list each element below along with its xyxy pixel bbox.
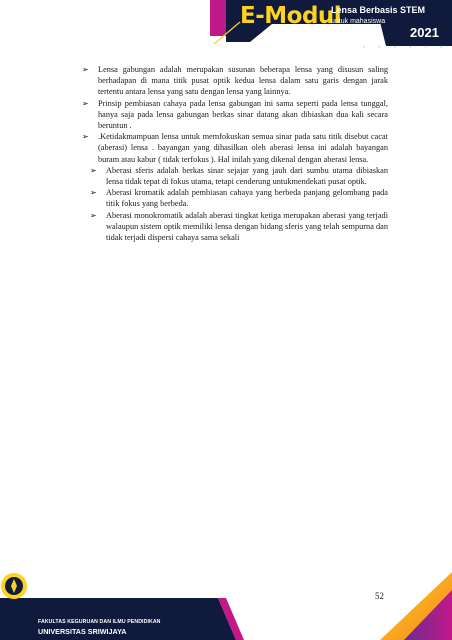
university-name: UNIVERSITAS SRIWIJAYA (38, 627, 127, 636)
year-label: 2021 (410, 25, 439, 40)
list-item (82, 64, 388, 98)
main-content (82, 64, 388, 243)
arrow-bullet-icon: ➢ (82, 98, 89, 108)
university-crest-icon (0, 572, 28, 600)
faculty-name: FAKULTAS KEGURUAN DAN ILMU PENDIDIKAN (38, 619, 161, 625)
list-item (82, 131, 388, 165)
page-number: 52 (375, 591, 384, 601)
list-item-text: .Ketidakmampuan lensa untuk memfokuskan semua sinar pada satu titik disebut cacat (aberasi) lensa . bayangan yang dihasilkan oleh aberasi lensa ini adalah bayangan buram atau kabur ( tidak terfokus ). Hal inilah yang dikenal dengan aberasi lensa. (98, 132, 388, 164)
list-item (90, 165, 388, 187)
decorative-dots: • • • • • • (362, 44, 448, 51)
module-subtitle: Lensa Berbasis STEM (331, 5, 426, 15)
page-header (0, 0, 452, 51)
arrow-bullet-icon: ➢ (82, 132, 89, 142)
list-item-text: Prinsip pembiasan cahaya pada lensa gabungan ini sama seperti pada lensa tunggal, hanya saja pada lensa gabungan berkas sinar datang akan dibiaskan dua kali secara beruntun . (98, 98, 388, 131)
brand-title: E-Modul (240, 3, 342, 29)
list-item-text: Lensa gabungan adalah merupakan susunan beberapa lensa yang disusun saling berhadapan di mana titik pusat optik kedua lensa dalam satu garis dengan jarak tertentu antara lensa yang satu dengan lensa yang lainnya. (98, 65, 388, 97)
arrow-bullet-icon: ➢ (90, 188, 97, 198)
arrow-bullet-icon: ➢ (82, 65, 89, 74)
page-footer (0, 572, 452, 640)
list-item (82, 98, 388, 132)
arrow-bullet-icon: ➢ (90, 165, 97, 175)
list-item-text: Aberasi kromatik adalah pembiasan cahaya yang berbeda panjang gelombang pada titik fokus yang berbeda. (106, 188, 388, 209)
list-item (90, 210, 388, 244)
module-tagline: untuk mahasiswa (331, 18, 386, 25)
list-item-text: Aberasi monokromatik adalah aberasi tingkat ketiga merupakan aberasi yang terjadi walaupun sistem optik memiliki lensa dengan bidang sferis yang telah sempurna dan tidak terjadi dispersi cahaya sama sekali (106, 210, 388, 243)
arrow-bullet-icon: ➢ (90, 210, 97, 220)
list-item (90, 187, 388, 209)
list-item-text: Aberasi sferis adalah berkas sinar sejajar yang jauh dari sumbu utama dibiaskan lensa tidak tepat di fokus utama, tetapi cenderung untukmendekati pusat optik. (106, 165, 388, 187)
